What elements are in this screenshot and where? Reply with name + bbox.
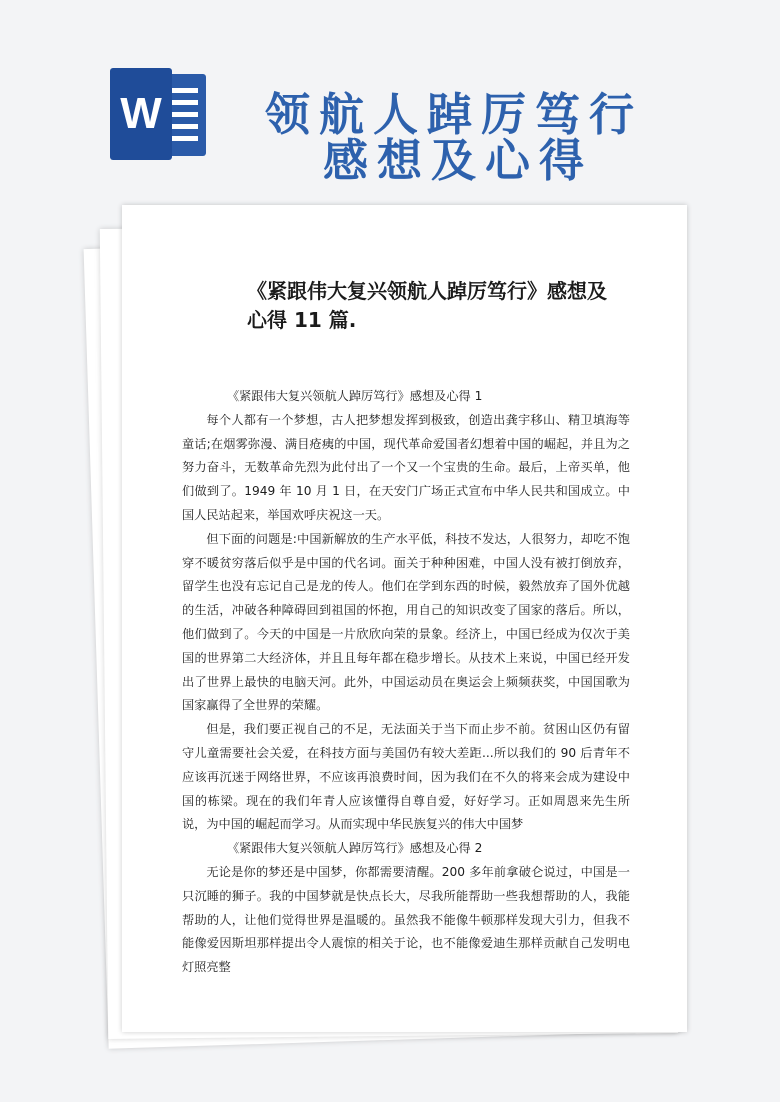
document-title: 《紧跟伟大复兴领航人踔厉笃行》感想及心得 11 篇.: [247, 279, 607, 332]
word-document-icon: [110, 68, 210, 160]
banner-title-line-2: 感想及心得: [323, 134, 594, 187]
paragraph: 但是，我们要正视自己的不足，无法面关于当下而止步不前。贫困山区仍有留守儿童需要社会关爱，在科技方面与美国仍有较大差距...所以我们的 90 后青年不应该再沉迷于网络世界，不应该再浪费时间，因为我们在不久的将来会成为建设中国的栋梁。现在的我们年青人应该懂得自尊自爱，好好学习。正如周恩来先生所说，为中国的崛起而学习。从而实现中华民族复兴的伟大中国梦: [182, 722, 630, 832]
banner-header: [0, 0, 780, 205]
paragraph: 每个人都有一个梦想，古人把梦想发挥到极致，创造出龚宇移山、精卫填海等童话;在烟雾弥漫、满目疮痍的中国，现代革命爱国者幻想着中国的崛起，并且为之努力奋斗，无数革命先烈为此付出了一个又一个宝贵的生命。最后，上帝买单，他们做到了。1949 年 10 月 1 日，在天安门广场正式宣布中华人民共和国成立。中国人民站起来，举国欢呼庆祝这一天。: [182, 412, 630, 522]
document-page: [122, 205, 687, 1032]
word-w-badge: W: [110, 68, 172, 160]
section-heading-2: 《紧跟伟大复兴领航人踔厉笃行》感想及心得 2: [227, 841, 483, 856]
paragraph: 无论是你的梦还是中国梦，你都需要清醒。200 多年前拿破仑说过，中国是一只沉睡的狮子。我的中国梦就是快点长大，尽我所能帮助一些我想帮助的人，我能帮助的人，让他们觉得世界是温暖的。虽然我不能像牛顿那样发现大引力，但我不能像爱因斯坦那样提出令人震惊的相关于论，也不能像爱迪生那样贡献自己发明电灯照亮整: [182, 864, 630, 975]
banner-title-line-1: 领航人踔厉笃行: [265, 88, 644, 141]
document-body: [182, 385, 630, 980]
paragraph: 但下面的问题是:中国新解放的生产水平低，科技不发达，人很努力，却吃不饱穿不暖贫穷落后似乎是中国的代名词。面关于种种困难，中国人没有被打倒放弃，留学生也没有忘记自己是龙的传人。他们在学到东西的时候，毅然放弃了国外优越的生活，冲破各种障碍回到祖国的怀抱，用自己的知识改变了国家的落后。所以，他们做到了。今天的中国是一片欣欣向荣的景象。经济上，中国已经成为仅次于美国的世界第二大经济体，并且且每年都在稳步增长。从技术上来说，中国已经开发出了世界上最快的电脑天河。此外，中国运动员在奥运会上频频获奖，中国国歌为国家赢得了全世界的荣耀。: [182, 531, 630, 713]
section-heading-1: 《紧跟伟大复兴领航人踔厉笃行》感想及心得 1: [227, 389, 483, 403]
